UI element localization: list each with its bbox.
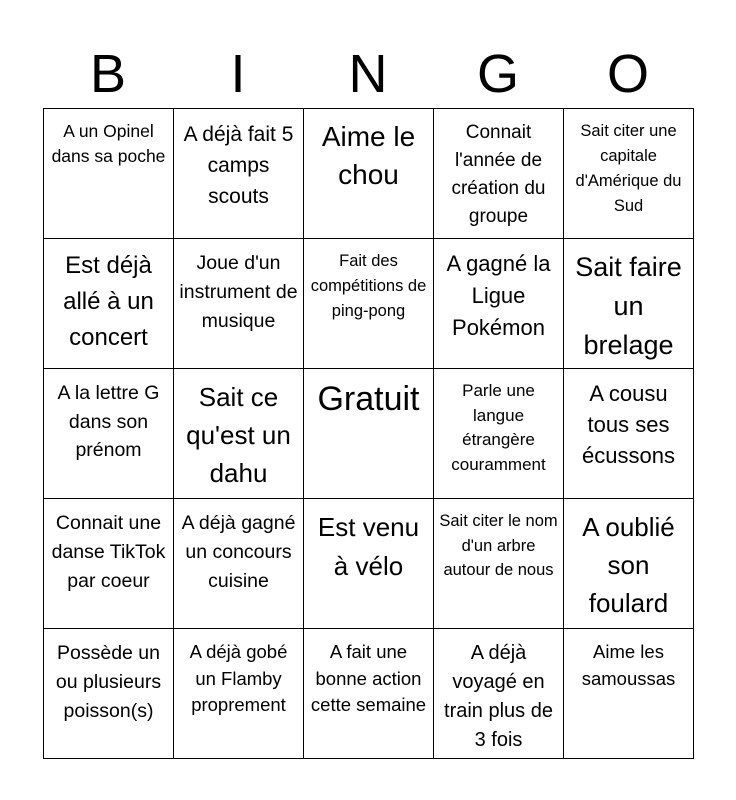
bingo-cell[interactable]: [44, 629, 174, 759]
cell-text: A oublié son foulard: [582, 512, 675, 618]
cell-text: Possède un ou plusieurs poisson(s): [55, 642, 162, 722]
cell-text: Est venu à vélo: [317, 512, 420, 581]
bingo-cell[interactable]: [564, 239, 694, 369]
cell-text: Aime les samoussas: [581, 641, 676, 689]
cell-text: Sait citer le nom d'un arbre autour de nous: [439, 512, 558, 579]
bingo-cell[interactable]: [434, 239, 564, 369]
bingo-cell[interactable]: [304, 629, 434, 759]
bingo-cell[interactable]: [304, 109, 434, 239]
header-letter-o: O: [606, 44, 649, 104]
bingo-cell[interactable]: [434, 109, 564, 239]
bingo-cell[interactable]: [44, 369, 174, 499]
cell-text: Connait l'année de création du groupe: [451, 122, 546, 227]
cell-text: Est déjà allé à un concert: [63, 252, 154, 351]
cell-text: Joue d'un instrument de musique: [179, 252, 298, 332]
header-letter-i: I: [230, 44, 246, 104]
bingo-cell[interactable]: [434, 499, 564, 629]
bingo-cell[interactable]: [304, 499, 434, 629]
bingo-cell[interactable]: [434, 369, 564, 499]
cell-text: Parle une langue étrangère couramment: [451, 381, 546, 474]
cell-text: Fait des compétitions de ping-pong: [310, 252, 427, 320]
bingo-cell[interactable]: [44, 109, 174, 239]
cell-text: Sait ce qu'est un dahu: [186, 382, 291, 488]
bingo-cell[interactable]: [434, 629, 564, 759]
bingo-cell[interactable]: [174, 239, 304, 369]
bingo-cell[interactable]: [564, 109, 694, 239]
cell-text: A gagné la Ligue Pokémon: [446, 251, 551, 340]
bingo-cell[interactable]: [44, 499, 174, 629]
cell-text: Sait citer une capitale d'Amérique du Sud: [575, 122, 682, 215]
bingo-cell[interactable]: [174, 499, 304, 629]
cell-text: A cousu tous ses écussons: [582, 381, 675, 468]
bingo-header: [43, 44, 693, 104]
free-space-cell[interactable]: [304, 369, 434, 499]
cell-text: A déjà voyagé en train plus de 3 fois: [444, 642, 553, 751]
bingo-grid: [43, 108, 694, 759]
header-letter-n: N: [348, 44, 388, 104]
bingo-cell[interactable]: [174, 629, 304, 759]
free-space-text: Gratuit: [317, 380, 420, 418]
bingo-cell[interactable]: [564, 499, 694, 629]
cell-text: A un Opinel dans sa poche: [51, 121, 166, 166]
bingo-cell[interactable]: [304, 239, 434, 369]
cell-text: A fait une bonne action cette semaine: [310, 641, 427, 715]
header-letter-g: G: [476, 44, 519, 104]
cell-text: A déjà fait 5 camps scouts: [183, 123, 294, 208]
cell-text: Sait faire un brelage: [575, 252, 682, 360]
cell-text: A déjà gobé un Flamby proprement: [189, 641, 288, 715]
cell-text: Aime le chou: [321, 121, 416, 190]
bingo-cell[interactable]: [44, 239, 174, 369]
bingo-cell[interactable]: [564, 369, 694, 499]
cell-text: Connait une danse TikTok par coeur: [51, 512, 166, 592]
cell-text: A déjà gagné un concours cuisine: [181, 512, 296, 592]
cell-text: A la lettre G dans son prénom: [57, 382, 160, 461]
bingo-cell[interactable]: [174, 369, 304, 499]
bingo-cell[interactable]: [564, 629, 694, 759]
header-letter-b: B: [89, 44, 127, 104]
bingo-cell[interactable]: [174, 109, 304, 239]
